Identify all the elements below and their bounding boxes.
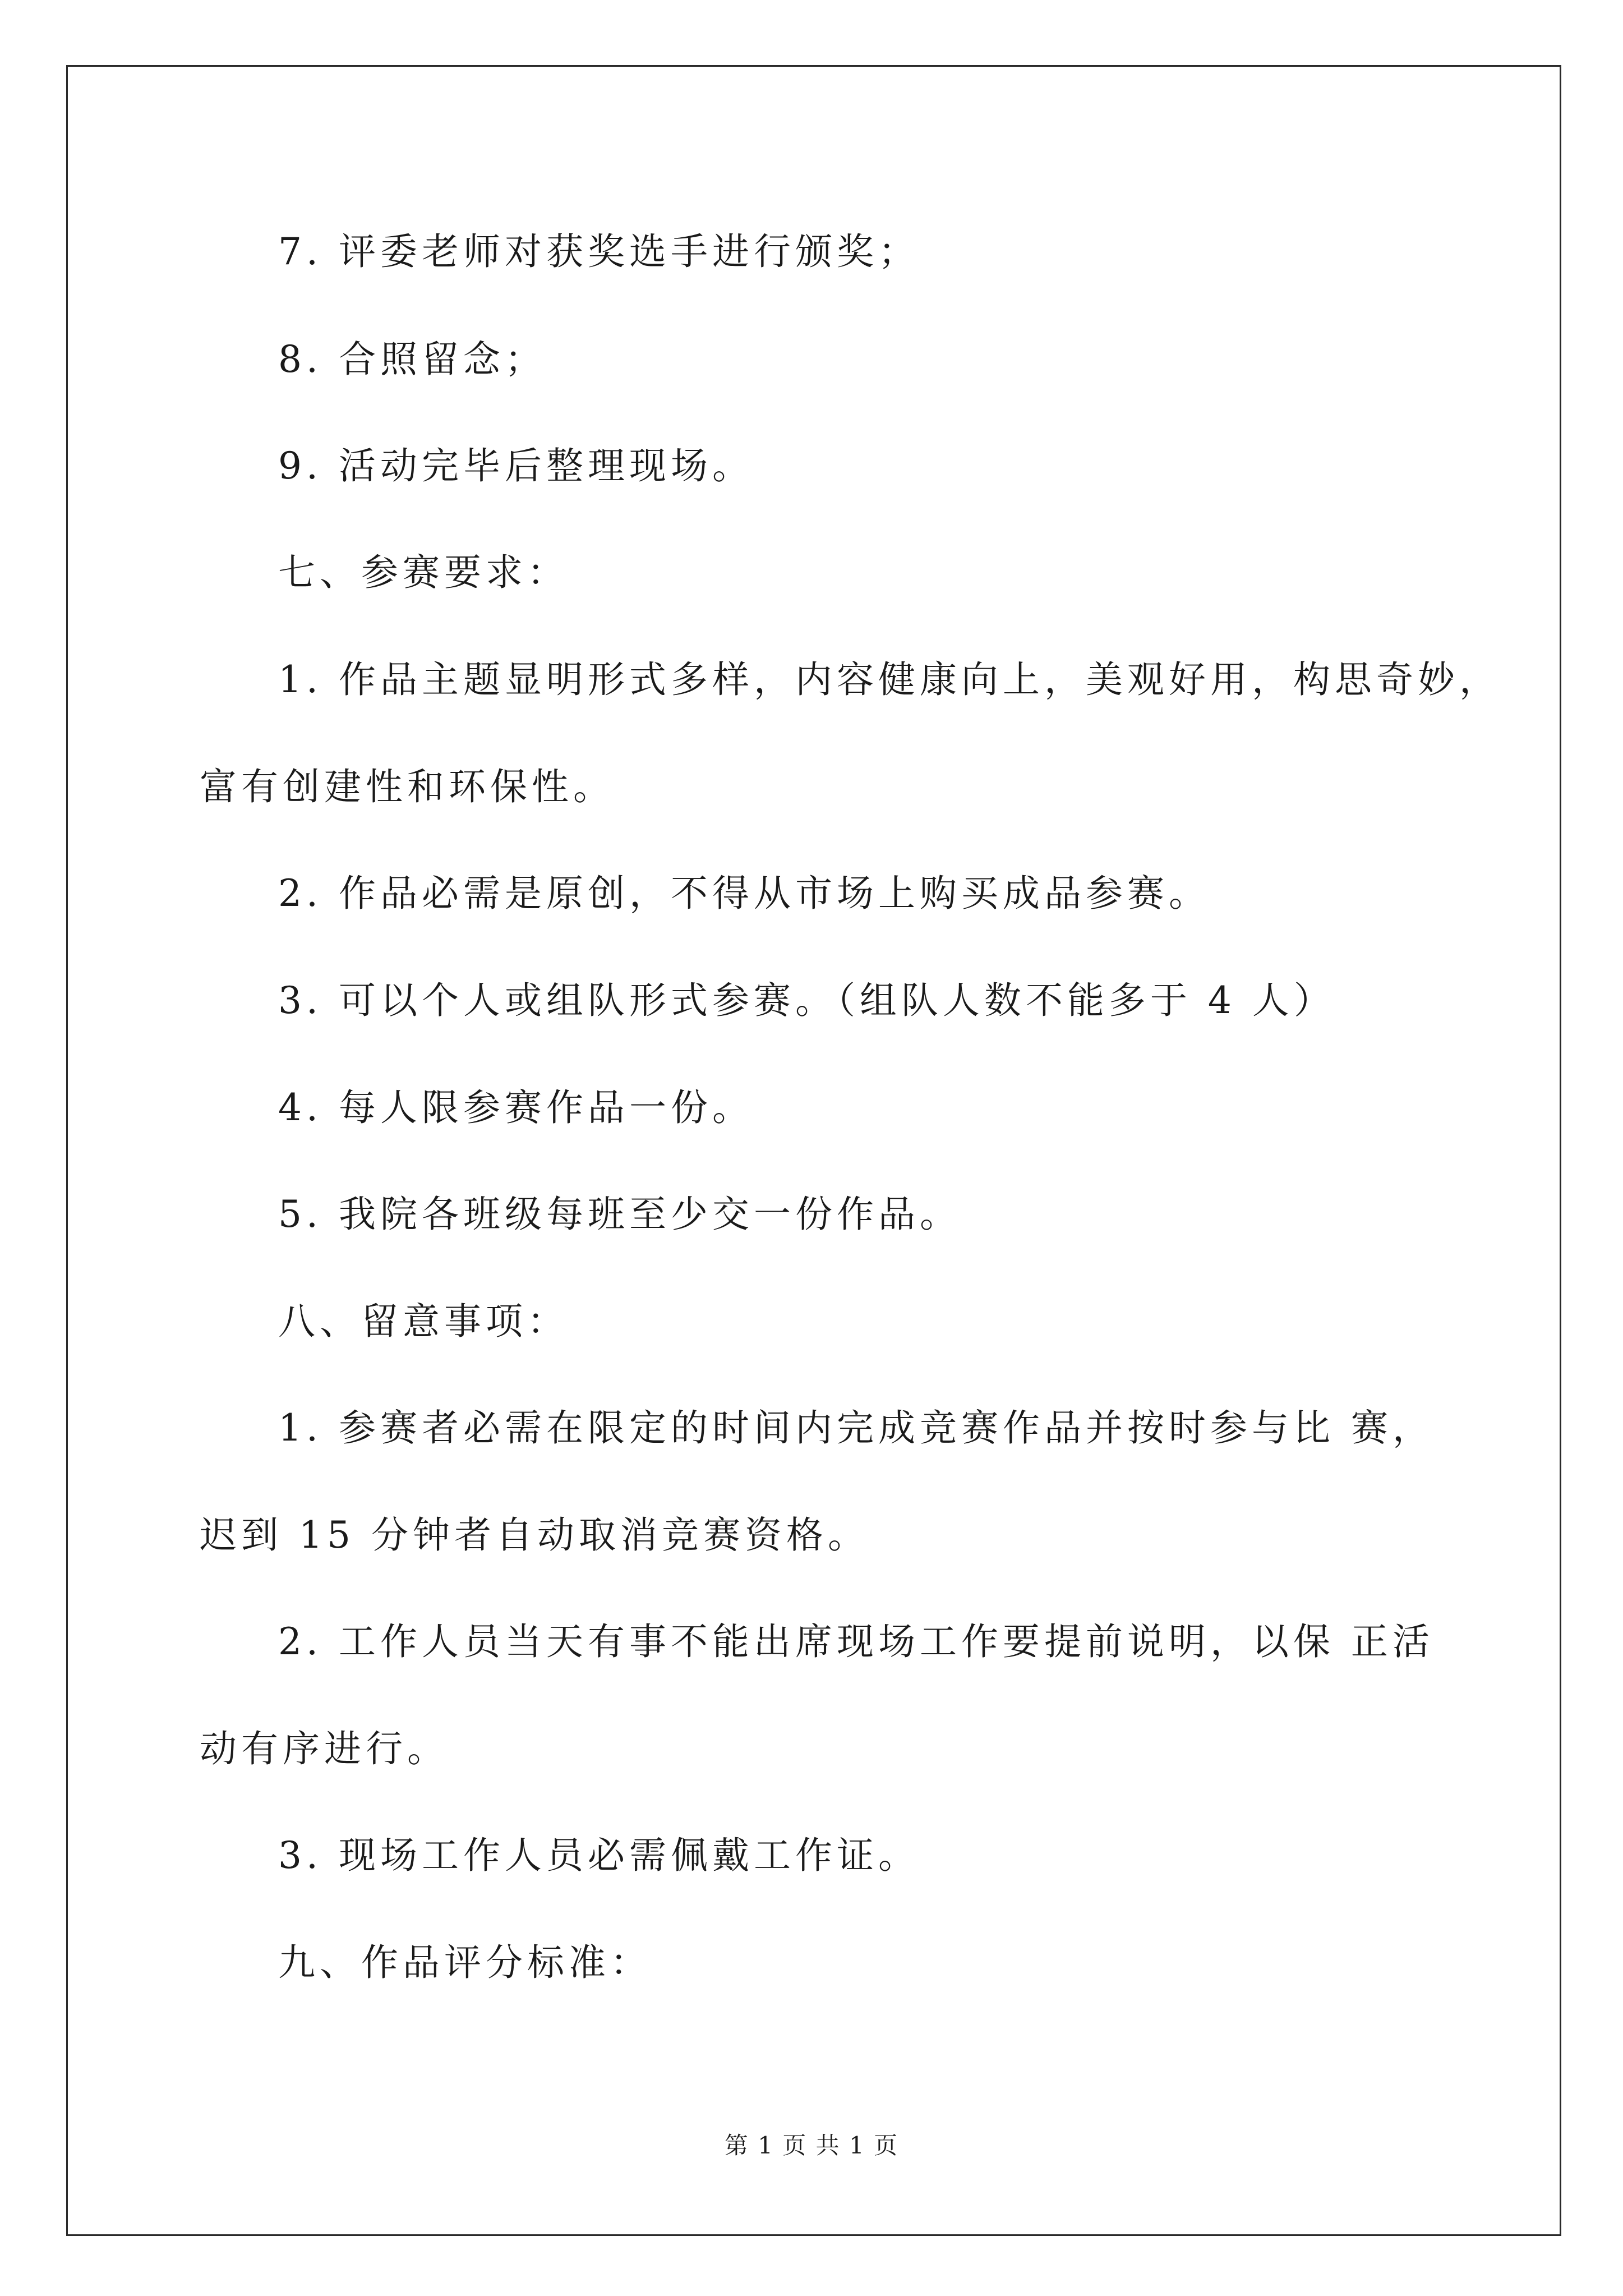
text-line: 1. 参赛者必需在限定的时间内完成竞赛作品并按时参与比 赛， — [278, 1406, 1434, 1450]
text-line: 3. 可以个人或组队形式参赛。（组队人数不能多于 4 人） — [278, 979, 1335, 1022]
text-line: 富有创建性和环保性。 — [200, 765, 615, 808]
text-line: 5. 我院各班级每班至少交一份作品。 — [278, 1193, 961, 1236]
section-heading: 八、留意事项： — [278, 1300, 569, 1343]
text-line: 4. 每人限参赛作品一份。 — [278, 1086, 754, 1129]
text-line: 7. 评委老师对获奖选手进行颁奖； — [278, 230, 920, 273]
text-line: 动有序进行。 — [200, 1727, 449, 1770]
section-heading: 九、作品评分标准： — [278, 1941, 652, 1984]
page-footer: 第 1 页 共 1 页 — [724, 2132, 899, 2159]
text-line: 3. 现场工作人员必需佩戴工作证。 — [278, 1834, 920, 1877]
text-line: 2. 工作人员当天有事不能出席现场工作要提前说明，以保 正活 — [278, 1620, 1434, 1663]
section-heading: 七、参赛要求： — [278, 551, 569, 594]
text-line: 2. 作品必需是原创，不得从市场上购买成品参赛。 — [278, 872, 1210, 915]
text-line: 1. 作品主题显明形式多样，内容健康向上，美观好用，构思奇妙， — [278, 658, 1501, 701]
text-line: 8. 合照留念； — [278, 338, 546, 381]
text-line: 9. 活动完毕后整理现场。 — [278, 444, 754, 487]
text-line: 迟到 15 分钟者自动取消竞赛资格。 — [200, 1513, 869, 1557]
